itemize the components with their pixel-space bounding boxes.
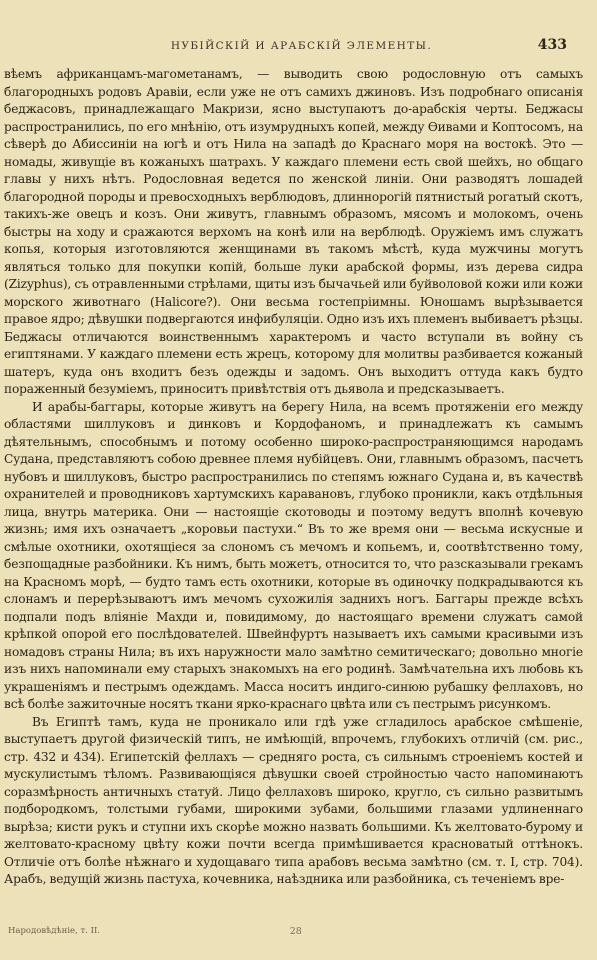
running-head: НУБІЙСКІЙ И АРАБСКІЙ ЭЛЕМЕНТЫ.	[170, 40, 433, 52]
body-text	[4, 66, 583, 889]
page-footer	[8, 926, 583, 940]
page-header	[36, 37, 567, 58]
paragraph-beja: вѣемъ африканцамъ-магометанамъ, — выводить свою родословную отъ самыхъ благородныхъ родовъ Аравіи, если уже не отъ самихъ джиновъ. Изъ подробнаго описанія беджасовъ, принадлежащаго Макризи, ясно выступаютъ до-арабскія черты. Беджасы распространились, по его мнѣнію, отъ изумрудныхъ копей, между Ѳивами и Коптосомъ, на сѣверѣ до Абиссиніи на югѣ и отъ Нила на западѣ до Краснаго моря на востокѣ. Это — номады, живущіе въ кожаныхъ шатрахъ. У каждаго племени есть свой шейхъ, но общаго главы у нихъ нѣтъ. Родословная ведется по женской линіи. Они разводятъ лошадей благородной породы и превосходныхъ верблюдовъ, длиннорогій пятнистый рогатый скотъ, такихъ-же овецъ и козъ. Они живутъ, главнымъ образомъ, мясомъ и молокомъ, очень быстры на ходу и сражаются верхомъ на конѣ или на верблюдѣ. Оружіемъ имъ служатъ копья, которыя изготовляются женщинами въ такомъ мѣстѣ, куда мужчины могутъ являться только для покупки копій, больше луки арабской формы, изъ дерева сидра (Zizyphus), съ отравленными стрѣлами, щиты изъ бычачьей или буйволовой кожи или кожи морского животнаго (Halicore?). Они весьма гостепріимны. Юношамъ вырѣзывается правое ядро; дѣвушки подвергаются инфибуляціи. Одно изъ ихъ племенъ выбиваетъ рѣзцы. Беджасы отличаются воинственнымъ характеромъ и часто вступали въ войну съ египтянами. У каждаго племени есть жрецъ, которому для молитвы разбивается кожаный шатеръ, куда онъ входитъ безъ одежды и задомъ. Онъ выходитъ оттуда какъ будто пораженный безуміемъ, приноситъ привѣтствія отъ дьявола и предсказываетъ.	[4, 67, 583, 396]
signature-note: Народовѣдѣніе, т. II.	[8, 926, 101, 936]
paragraph-baggara: И арабы-баггары, которые живутъ на берегу Нила, на всемъ протяженіи его между областями шиллуковъ и динковъ и Кордофаномъ, и принадлежатъ къ самымъ дѣятельнымъ, способнымъ и потому особенно широко-распространяющимся народамъ Судана, представляютъ собою древнее племя нубійцевъ. Они, главнымъ образомъ, пасчетъ нубовъ и шиллуковъ, быстро распространились по степямъ южнаго Судана и, въ качествѣ охранителей и проводниковъ хартумскихъ каравановъ, глубоко проникли, какъ отдѣльныя лица, внутрь материка. Они — настоящіе скотоводы и поэтому ведутъ вполнѣ кочевую жизнь; имя ихъ означаетъ „коровьи пастухи.“ Въ то же время они — весьма искусные и смѣлые охотники, охотящіеся за слономъ съ мечомъ и копьемъ, и, соотвѣтственно тому, безпощадные разбойники. Къ нимъ, быть можетъ, относится то, что разсказывали грекамъ на Красномъ морѣ, — будто тамъ есть охотники, которые въ одиночку подкрадываются къ слонамъ и перерѣзываютъ имъ мечомъ сухожилія заднихъ ногъ. Баггары прежде всѣхъ подпали подъ вліяніе Махди и, повидимому, до настоящаго времени служатъ самой крѣпкой опорой его послѣдователей. Швейнфуртъ называетъ ихъ самыми красивыми изъ номадовъ страны Нила; въ ихъ наружности мало замѣтно семитическаго; довольно многіе изъ нихъ напоминали ему старыхъ знакомыхъ на его родинѣ. Замѣчательна ихъ любовь къ украшеніямъ и пестрымъ одеждамъ. Масса носитъ индиго-синюю рубашку феллаховъ, но всѣ болѣе зажиточные носятъ ткани ярко-краснаго цвѣта или съ пестрымъ рисункомъ.	[4, 399, 583, 711]
sheet-number: 28	[289, 926, 302, 937]
page-number: 433	[537, 37, 567, 53]
paragraph-fellah: Въ Египтѣ тамъ, куда не проникало или гдѣ уже сгладилось арабское смѣшеніе, выступаетъ другой физическій типъ, не имѣющій, впрочемъ, глубокихъ отличій (см. рис., стр. 432 и 434). Египетскій феллахъ — средняго роста, съ сильнымъ строеніемъ костей и мускулистымъ тѣломъ. Развивающіяся дѣвушки своей стройностью часто напоминаютъ соразмѣрность античныхъ статуй. Лицо феллаховъ широко, кругло, съ сильно развитымъ подбородкомъ, толстыми губами, широкими зубами, большими глазами удлиненнаго вырѣза; кисти рукъ и ступни ихъ скорѣе можно назвать большими. Къ желтовато-бурому и желтовато-красному цвѣту кожи почти всегда примѣшивается красноватый оттѣнокъ. Отличіе отъ болѣе нѣжнаго и худощаваго типа арабовъ весьма замѣтно (см. т. I, стр. 704). Арабъ, ведущій жизнь пастуха, кочевника, наѣздника или разбойника, съ теченіемъ вре-	[4, 714, 583, 886]
